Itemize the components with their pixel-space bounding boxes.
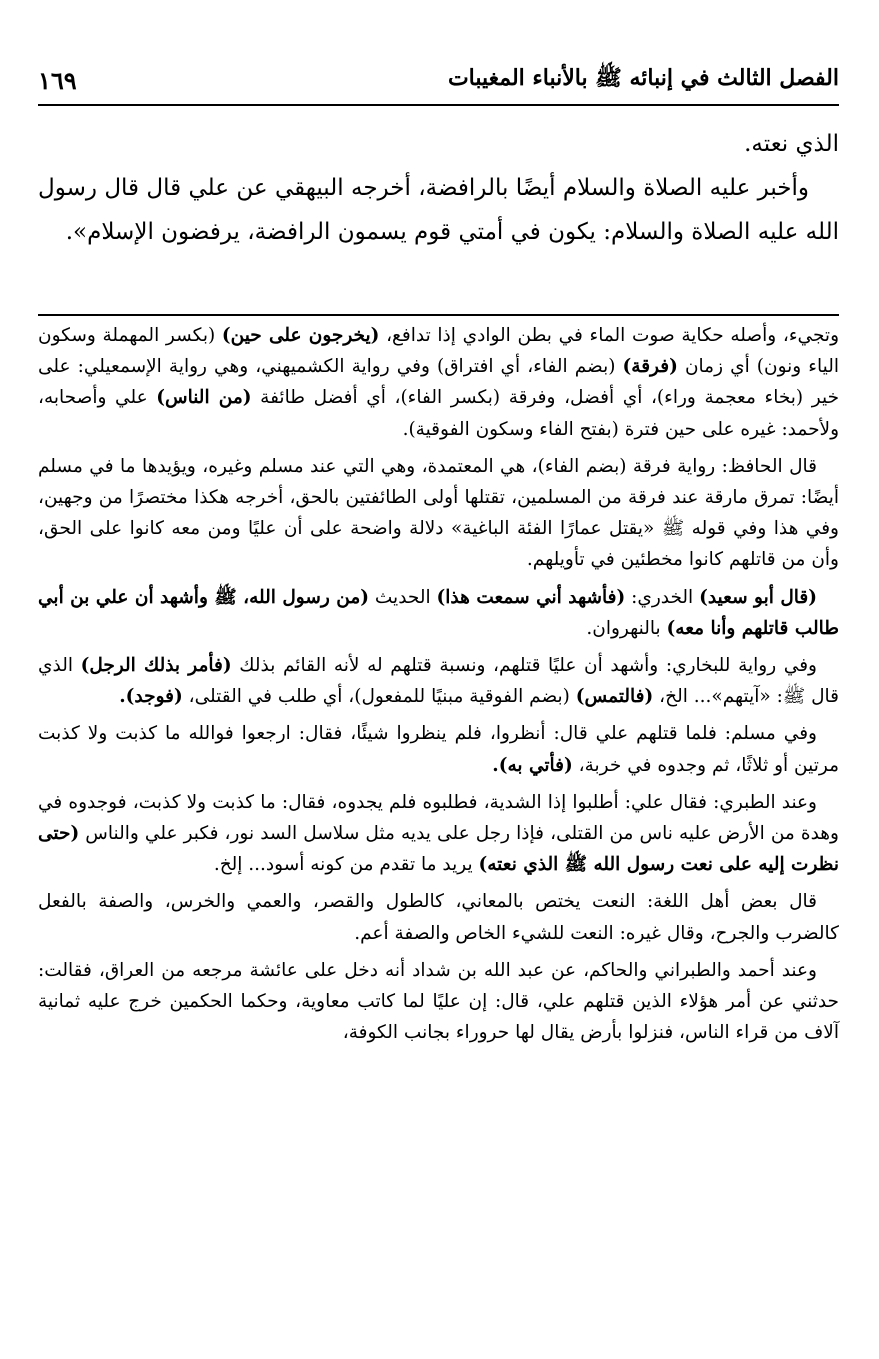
- bold-quote: (فأشهد أني سمعت هذا): [436, 586, 626, 608]
- chapter-title: الفصل الثالث في إنبائه ﷺ بالأنباء المغيبات: [447, 65, 839, 91]
- main-text: [38, 122, 839, 254]
- text-run: وتجيء، وأصله حكاية صوت الماء في بطن الوادي إذا تدافع،: [379, 325, 839, 346]
- main-paragraph: الذي نعته.: [744, 131, 839, 157]
- note-paragraph: [38, 886, 839, 948]
- text-run: الذي قال ﷺ: «آيتهم»... الخ،: [38, 655, 839, 708]
- text-run: وعند أحمد والطبراني والحاكم، عن عبد الله بن شداد أنه دخل على عائشة مرجعه من العراق، فقالت: حدثني عن أمر هؤلاء الذين قتلهم علي، قال: إن عليًا لما كاتب معاوية، وحكما الحكمين خرج عليه ثمانية آلاف من قراء الناس، فنزلوا بأرض يقال لها حروراء بجانب الكوفة،: [38, 959, 839, 1044]
- bold-quote: (فأتي به).: [492, 754, 573, 776]
- text-run: قال الحافظ: رواية فرقة (بضم الفاء)، هي المعتمدة، وهي التي عند مسلم وغيره، ويؤيدها ما في مسلم أيضًا: تمرق مارقة عند فرقة من المسلمين، تقتلها أولى الطائفتين بالحق، أخرجه هكذا مختصرًا من وجهين، وفي هذا وفي قوله ﷺ «يقتل عمارًا الفئة الباغية» دلالة واضحة على أن عليًا ومن معه كانوا على الحق، وأن من قاتلهم كانوا مخطئين في تأويلهم.: [38, 455, 839, 571]
- text-run: يريد ما تقدم من كونه أسود... إلخ.: [213, 854, 479, 876]
- running-header: [38, 60, 839, 100]
- bold-quote: (قال أبو سعيد): [699, 586, 817, 608]
- bold-quote: (حتى نظرت إليه على نعت رسول الله ﷺ الذي نعته): [38, 823, 839, 876]
- text-run: (بضم الفوقية مبنيًا للمفعول)، أي طلب في القتلى،: [182, 686, 576, 708]
- text-run: علي وأصحابه، ولأحمد: غيره على حين فترة (بفتح الفاء وسكون الفوقية).: [38, 387, 839, 440]
- note-paragraph: [38, 451, 839, 576]
- header-rule: [38, 104, 839, 106]
- text-run: (بضم الفاء، أي افتراق) وفي رواية الكشميهني، وهي رواية الإسمعيلي: على خير (بخاء معجمة وراء)، أي أفضل، وفرقة (بكسر الفاء)، أي أفضل طائفة: [38, 356, 840, 409]
- note-paragraph: [38, 320, 839, 445]
- text-run: وفي رواية للبخاري: وأشهد أن عليًا قتلهم، ونسبة قتلهم له لأنه القائم بذلك: [231, 655, 817, 677]
- text-run: وعند الطبري: فقال علي: أطلبوا إذا الشدية، فطلبوه فلم يجدوه، فقال: ما كذبت ولا كذبت، فوجدوه في وهدة من الأرض عليه ناس من القتلى، فإذا رجل على يديه مثل سلاسل السد نور، فكبر علي والناس: [38, 791, 839, 845]
- page-number: ١٦٩: [38, 65, 77, 95]
- bold-quote: (من رسول الله، ﷺ وأشهد أن علي بن أبي طالب قاتلهم وأنا معه): [38, 586, 839, 639]
- footnote-separator: [38, 314, 839, 316]
- text-run: (بكسر المهملة وسكون الياء ونون) أي زمان: [38, 325, 839, 378]
- note-paragraph: [38, 787, 839, 881]
- main-paragraph: وأخبر عليه الصلاة والسلام أيضًا بالرافضة، أخرجه البيهقي عن علي قال قال رسول الله عليه الصلاة والسلام: يكون في أمتي قوم يسمون الرافضة، يرفضون الإسلام».: [38, 175, 839, 245]
- bold-quote: (فأمر بذلك الرجل): [80, 655, 232, 677]
- bold-quote: (يخرجون على حين): [221, 325, 380, 346]
- text-run: قال بعض أهل اللغة: النعت يختص بالمعاني، كالطول والقصر، والعمي والخرس، والصفة بالفعل كالضرب والجرح، وقال غيره: النعت للشيء الخاص والصفة أعم.: [38, 891, 839, 944]
- text-run: بالنهروان.: [586, 617, 667, 639]
- note-paragraph: [38, 718, 839, 780]
- bold-quote: (فوجد).: [119, 686, 183, 708]
- text-run: الخدري:: [625, 586, 700, 608]
- note-paragraph: [38, 650, 839, 712]
- text-run: وفي مسلم: فلما قتلهم علي قال: أنظروا، فلم ينظروا شيئًا، فقال: ارجعوا فوالله ما كذبت ولا كذبت مرتين أو ثلاثًا، ثم وجدوه في خربة،: [38, 723, 839, 776]
- note-paragraph: [38, 955, 839, 1049]
- text-run: الحديث: [369, 586, 437, 608]
- bold-quote: (فرقة): [622, 356, 678, 378]
- footnotes: [38, 320, 839, 1054]
- bold-quote: (من الناس): [156, 387, 252, 409]
- bold-quote: (فالتمس): [575, 686, 654, 708]
- note-paragraph: [38, 582, 839, 644]
